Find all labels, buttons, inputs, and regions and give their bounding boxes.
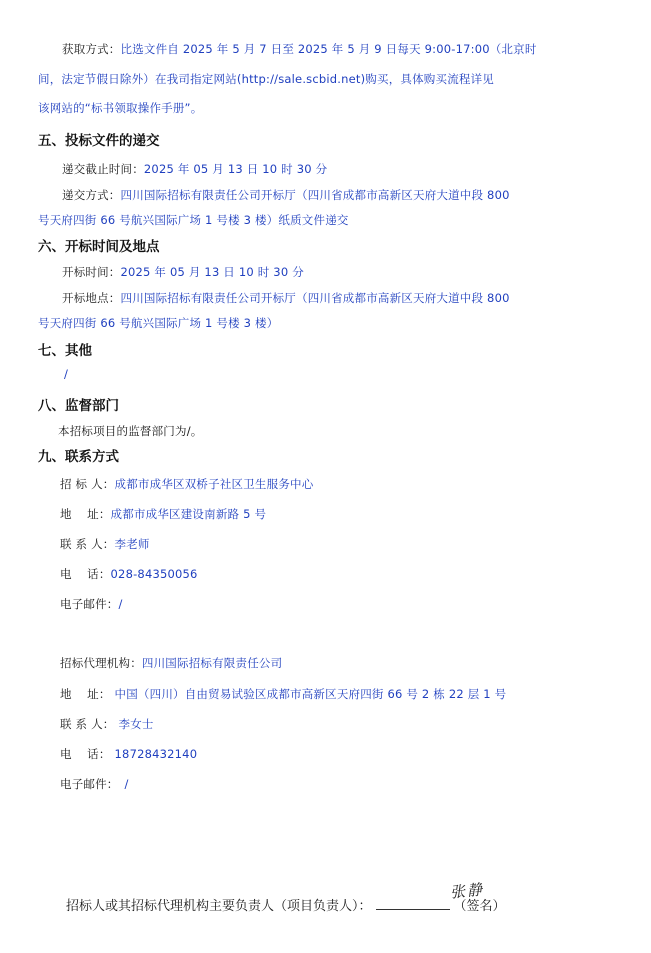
tenderer-email-row: [60, 596, 123, 612]
tenderer-address-value: 成都市成华区建设南新路 5 号: [110, 507, 267, 521]
handwritten-signature: 张静: [449, 880, 485, 902]
agency-address-value: 中国（四川）自由贸易试验区成都市高新区天府四街 66 号 2 栋 22 层 1 号: [114, 687, 507, 701]
acquisition-line-3: 该网站的“标书领取操作手册”。: [38, 101, 203, 115]
tenderer-address-row: [60, 506, 266, 522]
opening-time-label: 开标时间：: [62, 265, 121, 279]
tenderer-email-value: /: [118, 597, 123, 611]
opening-place-line-2: 号天府四街 66 号航兴国际广场 1 号楼 3 楼）: [38, 316, 279, 330]
tenderer-contact-value: 李老师: [114, 537, 150, 551]
agency-address-label: 地 址：: [60, 687, 111, 701]
tenderer-address-label: 地 址：: [60, 507, 111, 521]
tenderer-name-row: [60, 476, 313, 492]
agency-name-row: [60, 655, 282, 671]
agency-phone-label: 电 话：: [60, 747, 111, 761]
signature-underline: [376, 898, 450, 910]
agency-phone-value: 18728432140: [114, 747, 198, 761]
agency-email-row: [60, 776, 129, 792]
tenderer-phone-row: [60, 566, 198, 582]
opening-place-label: 开标地点：: [62, 291, 121, 305]
acquisition-line-1: [62, 41, 537, 57]
submission-method-line-2: 号天府四街 66 号航兴国际广场 1 号楼 3 楼）纸质文件递交: [38, 213, 349, 227]
section-9-heading: 九、联系方式: [38, 449, 119, 465]
acquisition-text-1: 比选文件自 2025 年 5 月 7 日至 2025 年 5 月 9 日每天 9:00-17:00（北京时: [120, 42, 537, 56]
acquisition-label: 获取方式：: [62, 42, 121, 56]
opening-time-line: [62, 264, 304, 280]
agency-contact-value: 李女士: [118, 717, 154, 731]
section-5-heading: 五、投标文件的递交: [38, 133, 160, 149]
tenderer-name-label: 招 标 人：: [60, 477, 115, 491]
agency-name-label: 招标代理机构：: [60, 656, 142, 670]
section-6-heading: 六、开标时间及地点: [38, 239, 160, 255]
tenderer-phone-value: 028-84350056: [110, 567, 198, 581]
acquisition-line-2: 间，法定节假日除外）在我司指定网站(http://sale.scbid.net)购买，具体购买流程详见: [38, 72, 495, 86]
signature-suffix: （签名）: [453, 899, 506, 914]
deadline-line: [62, 161, 327, 177]
tenderer-email-label: 电子邮件：: [60, 597, 119, 611]
opening-time-value: 2025 年 05 月 13 日 10 时 30 分: [120, 265, 304, 279]
agency-name-value: 四川国际招标有限责任公司: [141, 656, 283, 670]
deadline-value: 2025 年 05 月 13 日 10 时 30 分: [143, 162, 328, 176]
tenderer-contact-row: [60, 536, 150, 552]
agency-phone-row: [60, 746, 197, 762]
other-content: /: [64, 367, 69, 381]
agency-email-value: /: [124, 777, 129, 791]
submission-method-line-1: [62, 187, 510, 203]
submission-method-label: 递交方式：: [62, 188, 121, 202]
tenderer-contact-label: 联 系 人：: [60, 537, 115, 551]
supervision-text: 本招标项目的监督部门为/。: [58, 424, 203, 438]
tenderer-name-value: 成都市成华区双桥子社区卫生服务中心: [114, 477, 314, 491]
section-7-heading: 七、其他: [38, 343, 92, 359]
section-8-heading: 八、监督部门: [38, 398, 119, 414]
opening-place-text-1: 四川国际招标有限责任公司开标厅（四川省成都市高新区天府大道中段 800: [120, 291, 510, 305]
agency-address-row: [60, 686, 506, 702]
tenderer-phone-label: 电 话：: [60, 567, 111, 581]
agency-email-label: 电子邮件：: [60, 777, 119, 791]
agency-contact-row: [60, 716, 154, 732]
signature-label: 招标人或其招标代理机构主要负责人（项目负责人）：: [66, 899, 372, 914]
agency-contact-label: 联 系 人：: [60, 717, 115, 731]
opening-place-line-1: [62, 290, 510, 306]
signature-line: [66, 895, 506, 914]
deadline-label: 递交截止时间：: [62, 162, 144, 176]
submission-method-text-1: 四川国际招标有限责任公司开标厅（四川省成都市高新区天府大道中段 800: [120, 188, 510, 202]
